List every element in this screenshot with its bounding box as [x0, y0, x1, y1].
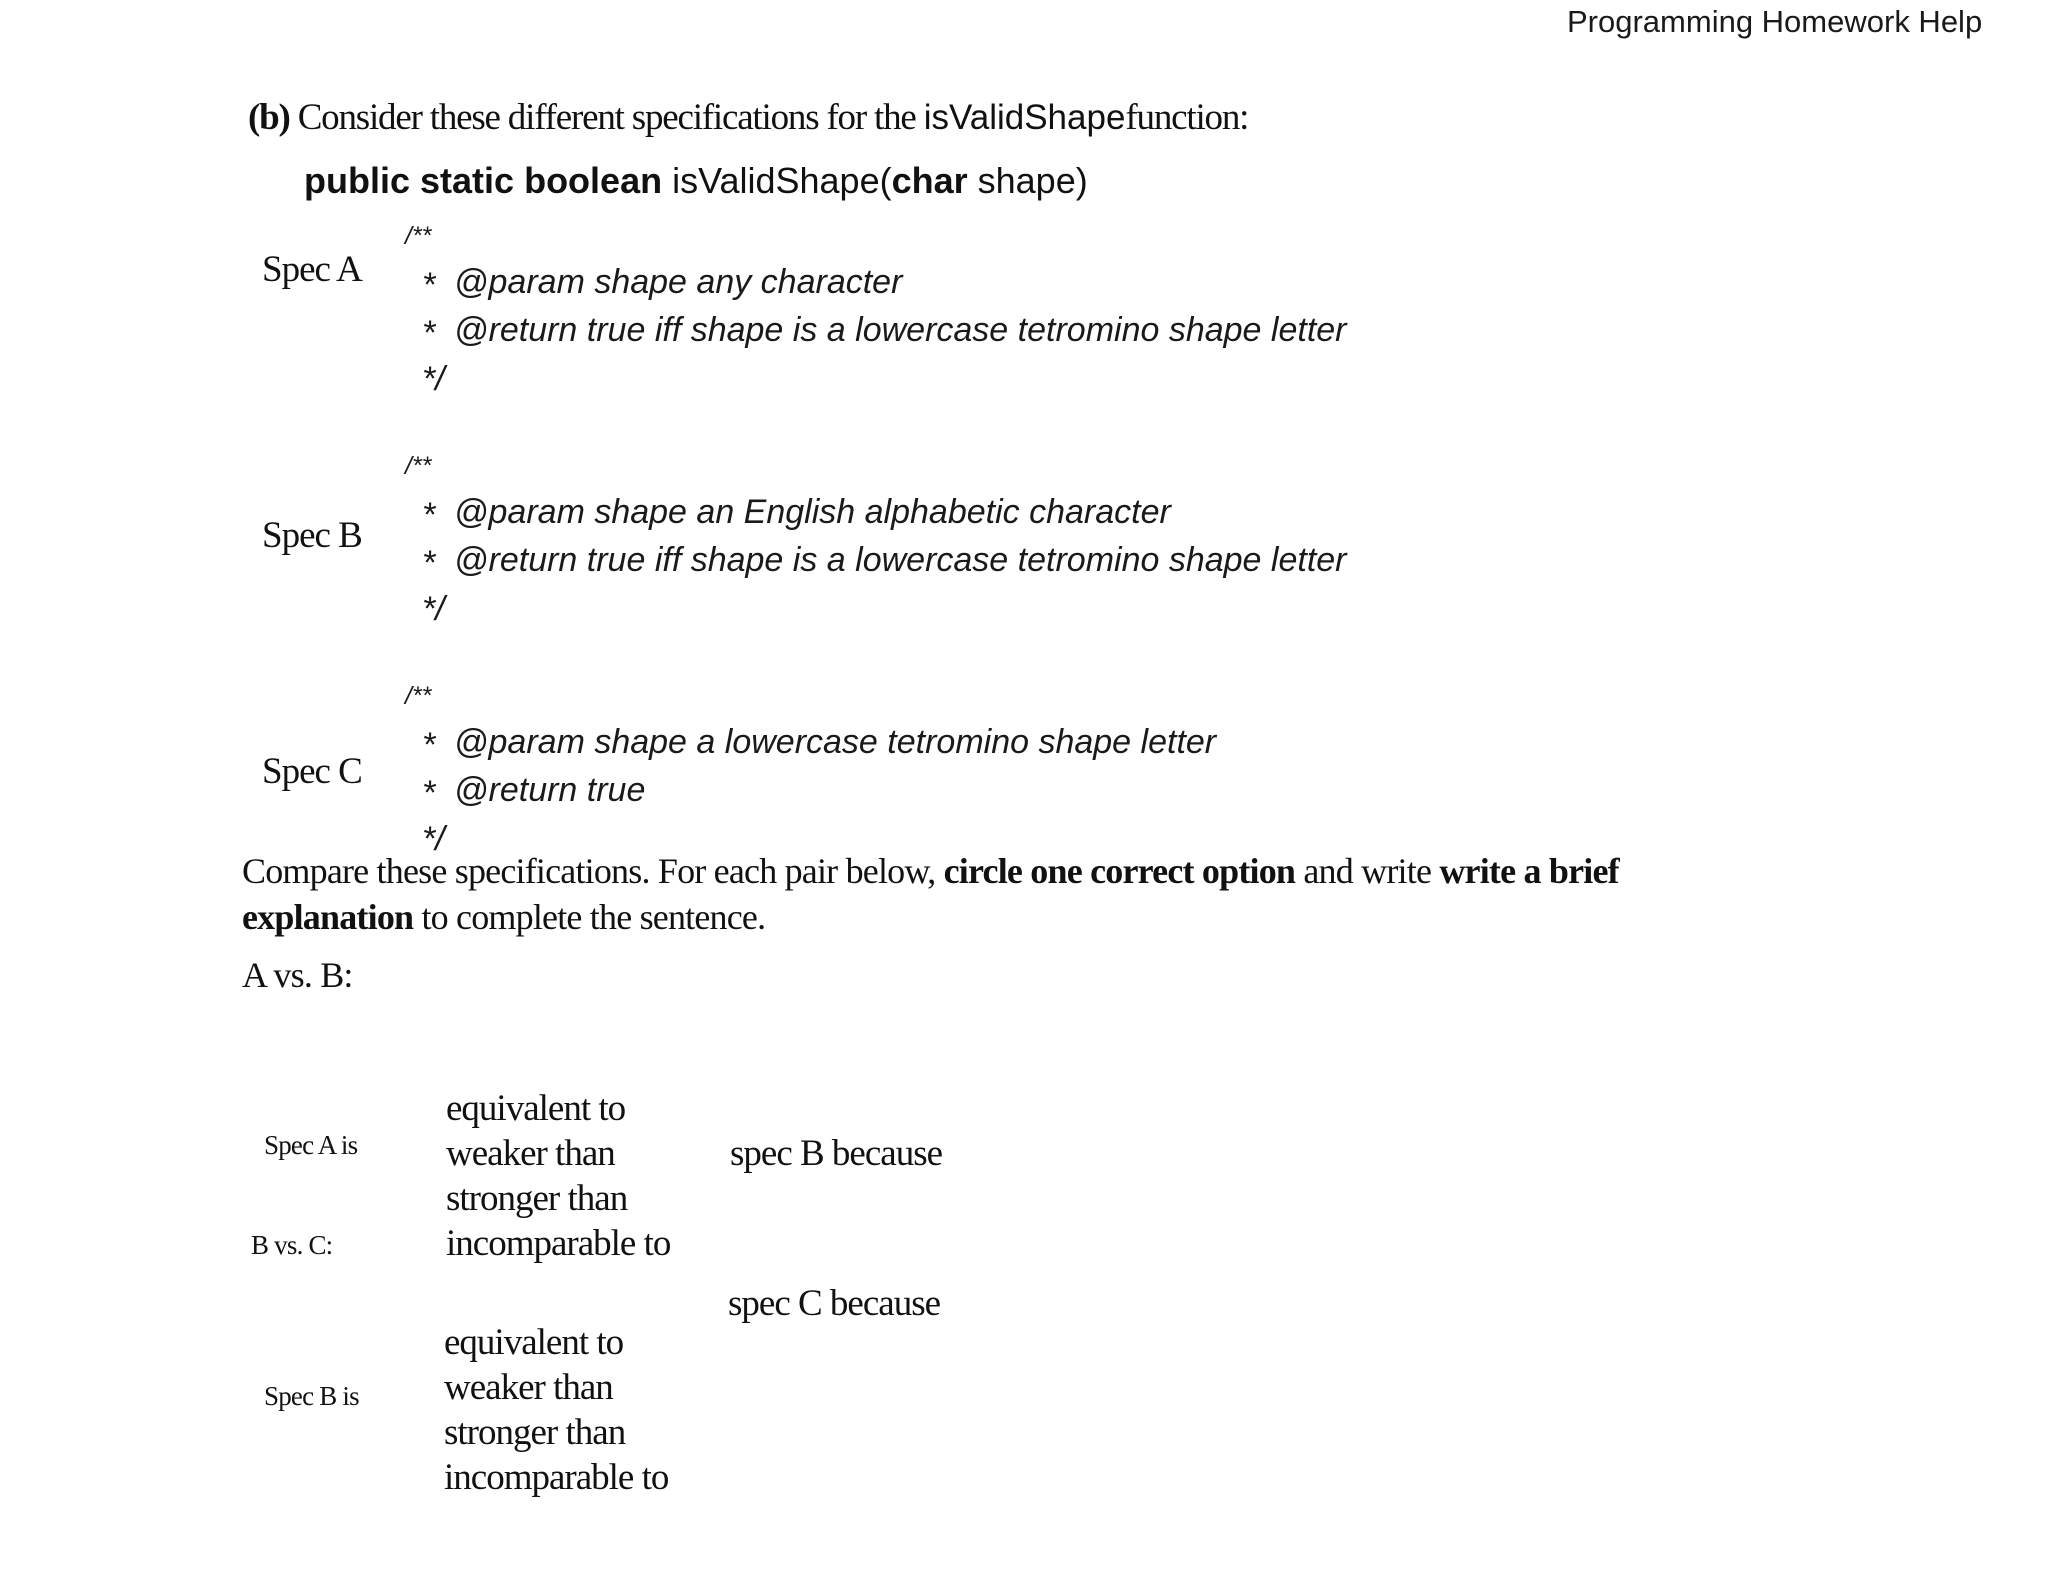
spec-b-open: /**	[405, 452, 432, 480]
spec-a-star-1: *	[422, 266, 436, 304]
spec-a-return: @return true iff shape is a lowercase tetromino shape letter	[454, 311, 1347, 349]
spec-c-label: Spec C	[262, 751, 362, 792]
spec-b-close: */	[422, 590, 445, 628]
option-equivalent-to[interactable]: equivalent to	[446, 1088, 626, 1129]
spec-c-open: /**	[405, 682, 432, 710]
comparison-a-b-heading: A vs. B:	[242, 955, 353, 995]
spec-b-star-1: *	[422, 496, 436, 534]
instructions-part-2: and write	[1303, 851, 1432, 891]
option-incomparable-to[interactable]: incomparable to	[444, 1457, 669, 1498]
spec-c-star-2: *	[422, 774, 436, 812]
spec-b-star-2: *	[422, 544, 436, 582]
site-title: Programming Homework Help	[1567, 4, 1983, 39]
keyword-static: static	[420, 160, 515, 201]
question-label: (b)	[248, 97, 290, 138]
instructions-part-1: Compare these specifications. For each pair below,	[242, 851, 936, 891]
spec-b-label: Spec B	[262, 515, 362, 556]
option-stronger-than[interactable]: stronger than	[444, 1412, 626, 1453]
comparison-b-c-target: spec C because	[728, 1283, 941, 1324]
comparison-b-c-options	[444, 1320, 668, 1500]
comparison-b-c-subject: Spec B is	[264, 1381, 359, 1411]
intro-text: Consider these different specifications for the	[297, 97, 916, 138]
option-weaker-than[interactable]: weaker than	[444, 1367, 613, 1408]
spec-c-return: @return true	[454, 771, 646, 809]
spec-a-param: @param shape any character	[454, 263, 903, 301]
spec-a-star-2: *	[422, 314, 436, 352]
spec-b-param: @param shape an English alphabetic character	[454, 493, 1171, 531]
intro-function-name: isValidShape	[923, 98, 1126, 137]
comparison-a-b-subject: Spec A is	[264, 1130, 358, 1160]
option-stronger-than[interactable]: stronger than	[446, 1178, 628, 1219]
method-name: isValidShape(	[672, 160, 892, 201]
spec-a-open: /**	[405, 222, 432, 250]
method-signature	[304, 160, 1088, 202]
instructions-bold-2: write a brief explanation	[242, 851, 1619, 937]
option-incomparable-to[interactable]: incomparable to	[446, 1223, 671, 1264]
option-weaker-than[interactable]: weaker than	[446, 1133, 615, 1174]
instructions	[242, 848, 1742, 940]
comparison-a-b-target: spec B because	[730, 1133, 943, 1174]
keyword-boolean: boolean	[524, 160, 663, 201]
spec-c-param: @param shape a lowercase tetromino shape letter	[454, 723, 1217, 761]
comparison-b-c-heading: B vs. C:	[251, 1230, 333, 1260]
comparison-a-b-options	[446, 1086, 670, 1266]
question-intro	[248, 96, 1248, 139]
spec-c-close: */	[422, 820, 445, 858]
spec-a-close: */	[422, 360, 445, 398]
spec-a-label: Spec A	[262, 249, 362, 290]
instructions-part-3: to complete the sentence.	[421, 897, 766, 937]
intro-text-end: function:	[1125, 97, 1249, 138]
option-equivalent-to[interactable]: equivalent to	[444, 1322, 624, 1363]
keyword-char: char	[891, 160, 968, 201]
keyword-public: public	[304, 160, 410, 201]
instructions-bold-1: circle one correct option	[943, 851, 1296, 891]
spec-b-return: @return true iff shape is a lowercase tetromino shape letter	[454, 541, 1347, 579]
param-close: shape)	[977, 160, 1088, 201]
spec-c-star-1: *	[422, 726, 436, 764]
